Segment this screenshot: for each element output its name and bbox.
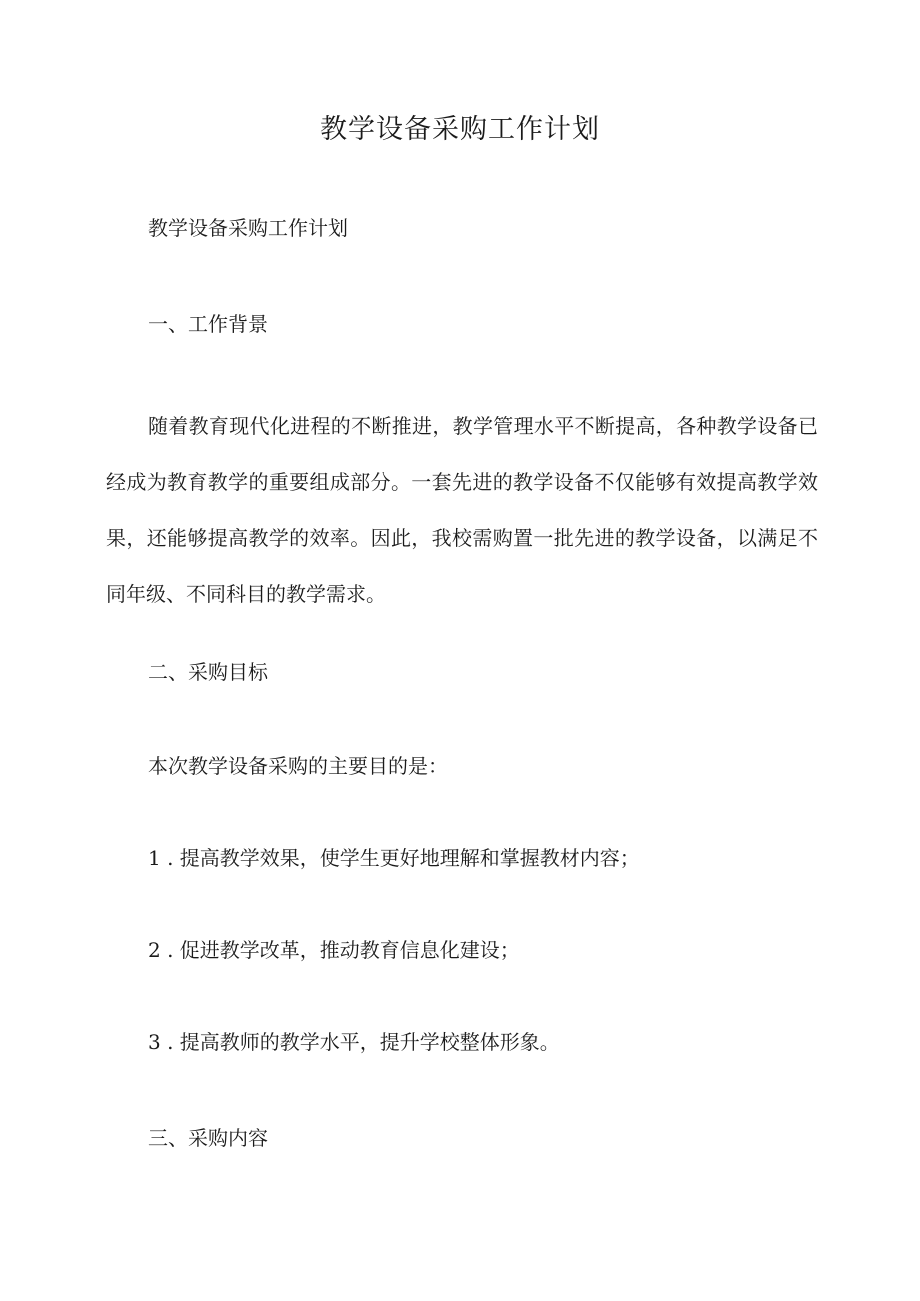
goal-item-1: 1 . 提高教学效果，使学生更好地理解和掌握教材内容； <box>148 846 640 870</box>
goal-item-2: 2 . 促进教学改革，推动教育信息化建设； <box>148 938 520 962</box>
goal-item-3: 3 . 提高教师的教学水平，提升学校整体形象。 <box>148 1030 560 1054</box>
background-paragraph <box>106 398 818 622</box>
document-title: 教学设备采购工作计划 <box>320 114 600 145</box>
paragraph-line: 经成为教育教学的重要组成部分。一套先进的教学设备不仅能够有效提高教学效 <box>106 470 818 494</box>
document-subtitle: 教学设备采购工作计划 <box>148 216 348 240</box>
paragraph-line: 随着教育现代化进程的不断推进，教学管理水平不断提高，各种教学设备已 <box>148 414 818 438</box>
section-heading-background: 一、工作背景 <box>148 312 268 336</box>
section-heading-content: 三、采购内容 <box>148 1126 268 1150</box>
goals-intro: 本次教学设备采购的主要目的是： <box>148 754 448 778</box>
section-heading-goals: 二、采购目标 <box>148 660 268 684</box>
paragraph-line: 同年级、不同科目的教学需求。 <box>106 582 386 606</box>
paragraph-line: 果，还能够提高教学的效率。因此，我校需购置一批先进的教学设备，以满足不 <box>106 526 818 550</box>
